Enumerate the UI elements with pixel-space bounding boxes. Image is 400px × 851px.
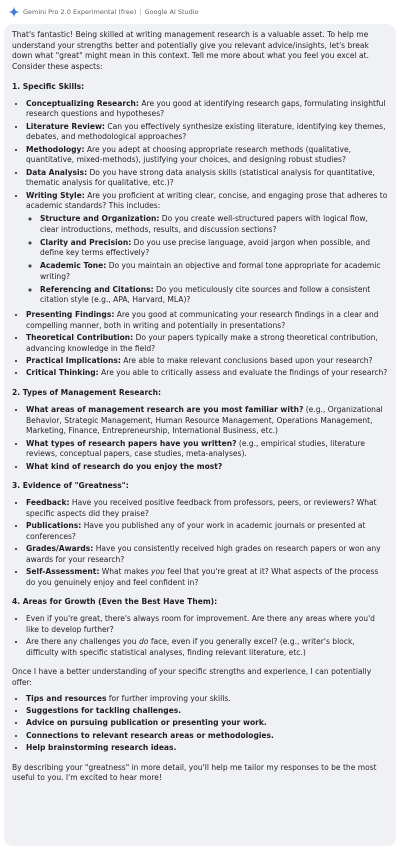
list-item: • Are there any challenges you do face, even if you generally excel? (e.g., writer's block, difficulty with specific statistical analyses, finding relevant literature, etc.) bbox=[26, 637, 388, 658]
list-item: • Self-Assessment: What makes you feel that you're great at it? What aspects of the process do you genuinely enjoy and feel confident in? bbox=[26, 567, 388, 588]
evidence-list bbox=[12, 498, 388, 588]
growth-list bbox=[12, 614, 388, 658]
list-item: • Methodology: Are you adept at choosing appropriate research methods (qualitative, quantitative, mixed-methods), justifying your choices, and designing robust studies? bbox=[26, 145, 388, 166]
header-separator: | bbox=[139, 8, 142, 16]
list-item: • Publications: Have you published any of your work in academic journals or presented at conferences? bbox=[26, 521, 388, 542]
list-item: • What areas of management research are you most familiar with? (e.g., Organizational Behavior, Strategic Management, Human Resource Management, Operations Management, Marketing, Finance, Entrepreneurship, International Business, etc.) bbox=[26, 405, 388, 437]
list-item: • What kind of research do you enjoy the most? bbox=[26, 462, 388, 473]
section-heading-growth: 4. Areas for Growth (Even the Best Have Them): bbox=[12, 597, 218, 607]
section-heading-research-types: 2. Types of Management Research: bbox=[12, 388, 162, 398]
list-item: ◦ Academic Tone: Do you maintain an objective and formal tone appropriate for academic writing? bbox=[40, 261, 388, 282]
list-item: • Help brainstorming research ideas. bbox=[26, 743, 388, 754]
list-item: • Advice on pursuing publication or presenting your work. bbox=[26, 718, 388, 729]
model-name: Gemini Pro 2.0 Experimental (free) bbox=[23, 8, 137, 16]
list-item: • Critical Thinking: Are you able to critically assess and evaluate the findings of your research? bbox=[26, 368, 388, 379]
specific-skills-list bbox=[12, 99, 388, 380]
intro-paragraph: That's fantastic! Being skilled at writing management research is a valuable asset. To help me understand your strengths better and potentially give you relevant advice/insights, let's break down what "great" might mean in this context. Tell me more about what you feel you excel at. Consider these aspects: bbox=[12, 30, 369, 72]
section-heading-evidence: 3. Evidence of "Greatness": bbox=[12, 481, 129, 491]
closing-paragraph: By describing your "greatness" in more detail, you'll help me tailor my responses to be the most useful to you. I'm excited to hear more! bbox=[12, 762, 377, 783]
list-item: • Writing Style: Are you proficient at writing clear, concise, and engaging prose that adheres to academic standards? This includes: ◦ Structure and Organization: Do you create well-structured papers with logical flow, clear introductions, methods, results, and discussion sections? ◦ Clarity and Precision: Do you use precise language, avoid jargon when possible, and define key terms effectively? ◦ Academic Tone: Do you maintain an objective and formal tone appropriate for academic writing? ◦ Referencing and Citations: Do you meticulously cite sources and follow a consistent citation style (e.g., APA, Harvard, MLA)? bbox=[26, 191, 388, 307]
offer-list bbox=[12, 694, 388, 754]
research-types-list bbox=[12, 405, 388, 472]
list-item: • What types of research papers have you written? (e.g., empirical studies, literature reviews, conceptual papers, case studies, meta-analyses). bbox=[26, 439, 388, 460]
list-item: • Grades/Awards: Have you consistently received high grades on research papers or won any awards for your research? bbox=[26, 544, 388, 565]
list-item: • Feedback: Have you received positive feedback from professors, peers, or reviewers? What specific aspects did they praise? bbox=[26, 498, 388, 519]
gemini-sparkle-icon bbox=[8, 6, 20, 18]
writing-style-sublist bbox=[26, 214, 388, 306]
list-item: • Literature Review: Can you effectively synthesize existing literature, identifying key themes, debates, and methodological approaches? bbox=[26, 122, 388, 143]
list-item: • Conceptualizing Research: Are you good at identifying research gaps, formulating insightful research questions and hypotheses? bbox=[26, 99, 388, 120]
list-item: • Tips and resources for further improving your skills. bbox=[26, 694, 388, 705]
section-heading-specific-skills: 1. Specific Skills: bbox=[12, 81, 85, 91]
provider-name: Google AI Studio bbox=[144, 8, 199, 16]
list-item: ◦ Clarity and Precision: Do you use precise language, avoid jargon when possible, and define key terms effectively? bbox=[40, 238, 388, 259]
list-item: • Suggestions for tackling challenges. bbox=[26, 706, 388, 717]
list-item: • Data Analysis: Do you have strong data analysis skills (statistical analysis for quantitative, thematic analysis for qualitative, etc.)? bbox=[26, 168, 388, 189]
list-item: ◦ Structure and Organization: Do you create well-structured papers with logical flow, clear introductions, methods, results, and discussion sections? bbox=[40, 214, 388, 235]
offer-intro: Once I have a better understanding of your specific strengths and experience, I can potentially offer: bbox=[12, 667, 372, 688]
list-item: • Theoretical Contribution: Do your papers typically make a strong theoretical contribution, advancing knowledge in the field? bbox=[26, 333, 388, 354]
list-item: • Practical Implications: Are able to make relevant conclusions based upon your research? bbox=[26, 356, 388, 367]
model-header bbox=[0, 0, 400, 24]
list-item: • Presenting Findings: Are you good at communicating your research findings in a clear and compelling manner, both in writing and potentially in presentations? bbox=[26, 310, 388, 331]
list-item: ◦ Referencing and Citations: Do you meticulously cite sources and follow a consistent citation style (e.g., APA, Harvard, MLA)? bbox=[40, 285, 388, 306]
assistant-message bbox=[4, 24, 396, 846]
list-item: • Even if you're great, there's always room for improvement. Are there any areas where you'd like to develop further? bbox=[26, 614, 388, 635]
list-item: • Connections to relevant research areas or methodologies. bbox=[26, 731, 388, 742]
